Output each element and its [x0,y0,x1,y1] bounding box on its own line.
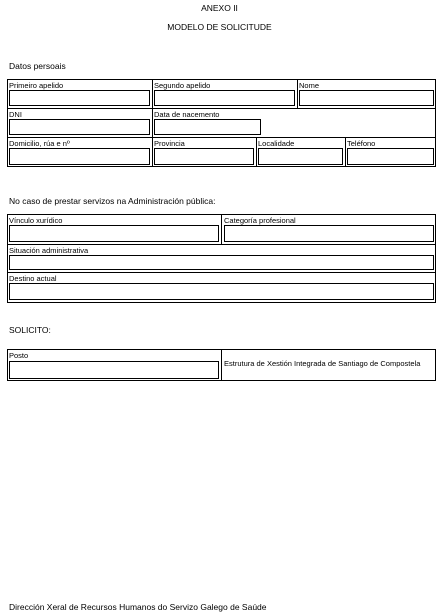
post-field[interactable] [9,361,219,379]
structure-text: Estrutura de Xestión Integrada de Santiago de Compostela [224,359,421,368]
legal-bond-label: Vínculo xurídico [9,216,63,225]
post-label: Posto [9,351,29,360]
table-divider [152,79,153,167]
address-label: Domicilio, rúa e nº [9,139,70,148]
surname2-field[interactable] [154,90,295,106]
surname1-field[interactable] [9,90,150,106]
name-label: Nome [299,81,320,90]
address-field[interactable] [9,148,150,165]
current-post-field[interactable] [9,283,434,300]
table-divider [7,137,436,138]
phone-field[interactable] [347,148,434,165]
table-divider [221,349,222,381]
category-label: Categoría profesional [224,216,296,225]
table-divider [7,272,436,273]
name-field[interactable] [299,90,434,106]
form-title: MODELO DE SOLICITUDE [167,22,272,32]
table-divider [7,108,436,109]
table-divider [345,137,346,167]
annex-title: ANEXO II [201,3,238,13]
personal-data-heading: Datos persoais [9,61,66,71]
dni-field[interactable] [9,119,150,135]
surname2-label: Segundo apelido [154,81,211,90]
table-divider [297,79,298,108]
phone-label: Teléfono [347,139,376,148]
footer-text: Dirección Xeral de Recursos Humanos do Servizo Galego de Saúde [9,602,267,612]
table-divider [221,214,222,244]
category-field[interactable] [224,225,434,242]
request-heading: SOLICITO: [9,325,51,335]
table-divider [256,137,257,167]
table-divider [7,244,436,245]
locality-label: Localidade [258,139,295,148]
public-service-heading: No caso de prestar servizos na Administración pública: [9,196,216,206]
locality-field[interactable] [258,148,343,165]
admin-status-label: Situación administrativa [9,246,89,255]
birth-date-label: Data de nacemento [154,110,220,119]
surname1-label: Primeiro apelido [9,81,64,90]
admin-status-field[interactable] [9,255,434,270]
legal-bond-field[interactable] [9,225,219,242]
dni-label: DNI [9,110,22,119]
current-post-label: Destino actual [9,274,57,283]
province-field[interactable] [154,148,254,165]
birth-date-field[interactable] [154,119,261,135]
province-label: Provincia [154,139,185,148]
